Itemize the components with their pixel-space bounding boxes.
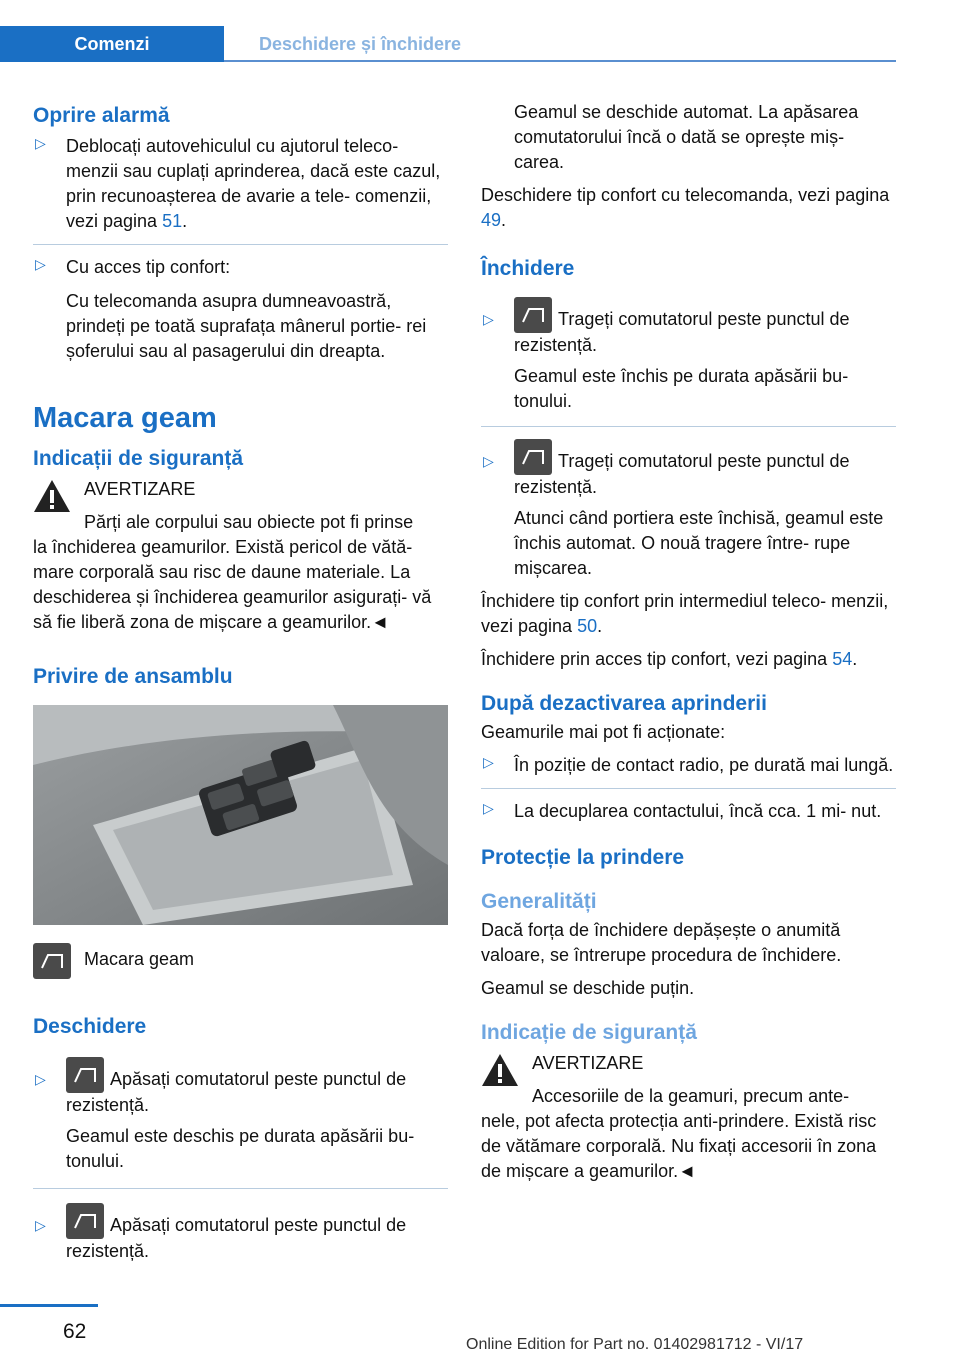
window-switch-icon [514,297,552,333]
left-column [33,100,448,1264]
subsection-title-deschidere: Deschidere [33,1015,147,1038]
list-item [33,1203,448,1264]
page-link-51[interactable]: 51 [162,211,183,231]
warning-box [481,1051,896,1184]
header-rule [224,60,896,62]
subsection-title-indicatii: Indicații de siguranță [33,447,244,470]
page-number: 62 [63,1320,87,1343]
bullet-icon: ▷ [35,256,46,272]
page-link-54[interactable]: 54 [832,649,853,669]
warning-box [33,477,448,635]
bullet-icon: ▷ [483,754,494,770]
section-title-oprire-alarma: Oprire alarmă [33,104,170,127]
warning-triangle-icon [33,479,71,513]
desch-item2-text-a: Apăsați comutatorul peste punctul de rezistență. [66,1215,407,1261]
list-item [481,799,896,824]
subsection-title-inchidere: Închidere [481,257,575,280]
subsection-title-indicatie: Indicație de siguranță [481,1021,697,1044]
list-divider [481,788,896,789]
bullet-icon: ▷ [483,453,494,469]
generalitati-text: Dacă forța de închidere depășește o anumită valoare, se întrerupe procedura de închidere. [481,920,842,965]
footer-rule [0,1304,98,1307]
inch-acces-text: Închidere prin acces tip confort, vezi pagina 54. [481,649,858,669]
inch-acces-text-body: Închidere prin acces tip confort, vezi pagina [481,649,833,669]
dupa-intro: Geamurile mai pot fi acționate: [481,722,726,742]
bullet-icon: ▷ [35,1071,46,1087]
section-title-macara-geam: Macara geam [33,402,217,434]
window-switch-icon [514,439,552,475]
page-link-49[interactable]: 49 [481,210,502,230]
warning-text: la închiderea geamurilor. Există pericol de vătă‐ mare corporală sau risc de daune materiale. La deschiderea și închiderea geamurilor asigurați- vă să fie liberă zona de mișcare a geamurilor.◄ [33,537,432,632]
inch-item2-text-a: Trageți comutatorul peste punctul de rezistență. [514,451,850,497]
icon-caption: Macara geam [84,949,195,969]
tab-comenzi[interactable]: Comenzi [0,26,224,62]
warning-triangle-icon [481,1053,519,1087]
confort-text-body: Deschidere tip confort cu telecomanda, vezi pagina [481,185,890,205]
dupa-item2-text: La decuplarea contactului, încă cca. 1 mi‐ nut. [514,801,882,821]
subsection-title-generalitati: Generalități [481,890,597,913]
bullet-icon: ▷ [483,311,494,327]
right-column [481,100,896,1184]
warning-text-line1: Părți ale corpului sau obiecte pot fi prinse [84,512,414,532]
warning-text: nele, pot afecta protecția anti-prindere. Există risc de vătămare corporală. Nu fixați accesorii în zona de mișcare a geamurilor.◄ [481,1111,877,1181]
window-switch-photo [33,705,448,925]
inch-confort-text: Închidere tip confort prin intermediul teleco‐ menzii, vezi pagina 50. [481,591,889,636]
list-item [481,297,896,414]
warning-heading: AVERTIZARE [532,1053,644,1073]
desch-item1-text-b: Geamul este deschis pe durata apăsării bu‐ tonului. [66,1126,415,1171]
list-divider [33,244,448,245]
list-divider [481,426,896,427]
oprire-item2-text-b: Cu telecomanda asupra dumneavoastră, prindeți pe toată suprafața mânerul portie‐ rei șoferului sau al pasagerului din dreapta. [66,291,427,361]
tab-deschidere-inchidere[interactable]: Deschidere și închidere [258,34,462,54]
bullet-icon: ▷ [35,135,46,151]
list-item [481,439,896,581]
bullet-icon: ▷ [483,800,494,816]
warning-text-line1: Accesoriile de la geamuri, precum ante‐ [532,1086,850,1106]
page-link-50[interactable]: 50 [577,616,598,636]
icon-caption-row [33,943,448,983]
subsection-title-protectie: Protecție la prindere [481,846,685,869]
list-item [481,753,896,778]
list-item-text [514,297,896,358]
inch-confort-text-body: Închidere tip confort prin intermediul teleco‐ menzii, vezi pagina [481,591,889,636]
desch-item1-text-a: Apăsați comutatorul peste punctul de rezistență. [66,1069,407,1115]
list-item-text [66,1203,448,1264]
list-divider [33,1188,448,1189]
dupa-item1-text: În poziție de contact radio, pe durată mai lungă. [514,755,894,775]
edition-text: Online Edition for Part no. 01402981712 - VI/17 [466,1336,804,1353]
oprire-item2-text-a: Cu acces tip confort: [66,257,231,277]
subsection-title-dupa-dezactivarea: După dezactivarea aprinderii [481,692,767,715]
inch-item1-text-a: Trageți comutatorul peste punctul de rezistență. [514,309,850,355]
list-item-text [514,439,896,500]
warning-heading: AVERTIZARE [84,479,196,499]
list-item [33,1057,448,1174]
generalitati-text2: Geamul se deschide puțin. [481,978,695,998]
window-switch-icon [66,1203,104,1239]
inch-item2-text-b: Atunci când portiera este închisă, geamul este închis automat. O nouă tragere între‐ rupe mișcarea. [514,508,884,578]
list-item-text [66,1057,448,1118]
window-switch-icon [66,1057,104,1093]
window-switch-icon [33,943,71,979]
list-item [33,134,448,234]
bullet-icon: ▷ [35,1217,46,1233]
subsection-title-privire: Privire de ansamblu [33,665,233,688]
continuation-text: Geamul se deschide automat. La apăsarea comutatorului încă o dată se oprește miș‐ carea. [514,102,859,172]
confort-text: Deschidere tip confort cu telecomanda, vezi pagina 49. [481,185,890,230]
inch-item1-text-b: Geamul este închis pe durata apăsării bu‐ tonului. [514,366,849,411]
oprire-item1-text: Deblocați autovehiculul cu ajutorul teleco‐ menzii sau cuplați aprinderea, dacă este cazul, prin recunoașterea de avarie a tele‐ comenzii, vezi pagina [66,136,441,231]
list-item [33,255,448,364]
list-item-text: Deblocați autovehiculul cu ajutorul teleco‐ menzii sau cuplați aprinderea, dacă este cazul, prin recunoașterea de avarie a tele‐ comenzii, vezi pagina 51. [66,136,441,231]
